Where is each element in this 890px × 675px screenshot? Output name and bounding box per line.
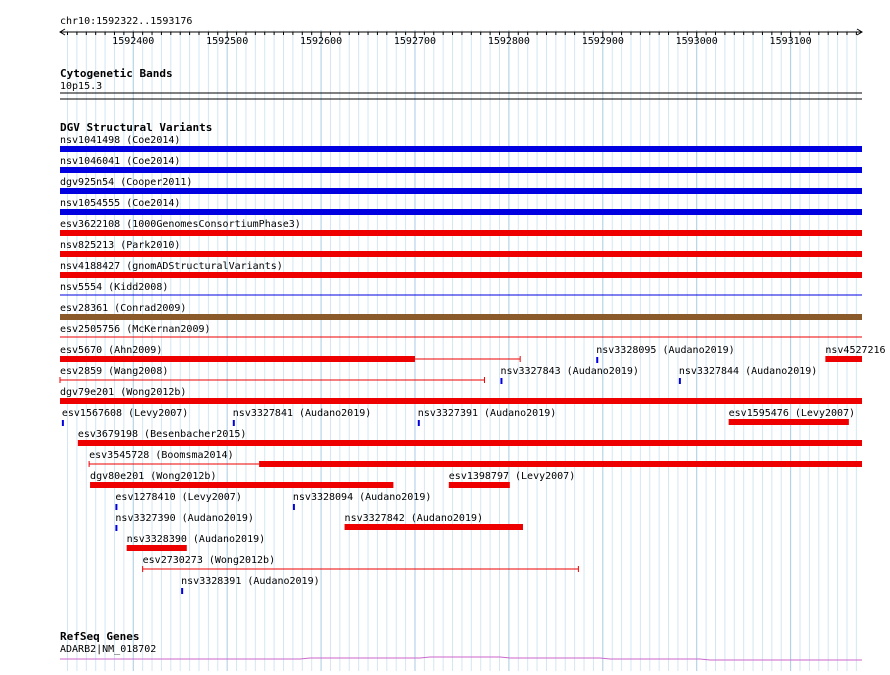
feature-tick[interactable] xyxy=(233,420,235,426)
feature-label[interactable]: nsv3328095 (Audano2019) xyxy=(596,345,735,356)
feature-bar[interactable] xyxy=(90,482,393,488)
feature-tick[interactable] xyxy=(115,504,117,510)
feature-label[interactable]: esv5670 (Ahn2009) xyxy=(60,345,163,356)
feature-label[interactable]: nsv1054555 (Coe2014) xyxy=(60,198,181,209)
feature-tick[interactable] xyxy=(418,420,420,426)
feature-label[interactable]: esv3545728 (Boomsma2014) xyxy=(89,450,234,461)
feature-label[interactable]: esv1567608 (Levy2007) xyxy=(61,408,189,419)
feature-bar[interactable] xyxy=(60,146,862,152)
feature-tick[interactable] xyxy=(596,357,598,363)
feature-bar[interactable] xyxy=(60,167,862,173)
feature-label[interactable]: dgv80e201 (Wong2012b) xyxy=(90,471,217,482)
feature-bar[interactable] xyxy=(60,230,862,236)
feature-label[interactable]: nsv3328094 (Audano2019) xyxy=(292,492,432,503)
dgv-track-title: DGV Structural Variants xyxy=(60,121,213,134)
feature-label[interactable]: dgv79e201 (Wong2012b) xyxy=(60,387,187,398)
refseq-gene-label[interactable]: ADARB2|NM_018702 xyxy=(60,644,157,655)
feature-label[interactable]: nsv825213 (Park2010) xyxy=(60,240,181,251)
feature-bar[interactable] xyxy=(449,482,510,488)
feature-label[interactable]: esv1398797 (Levy2007) xyxy=(448,471,576,482)
feature-tick[interactable] xyxy=(500,378,502,384)
feature-tick[interactable] xyxy=(115,525,117,531)
feature-label[interactable]: nsv3327844 (Audano2019) xyxy=(678,366,818,377)
ruler-tick-label: 1592700 xyxy=(393,36,437,47)
feature-bar[interactable] xyxy=(60,398,862,404)
feature-bar[interactable] xyxy=(259,461,862,467)
feature-bar[interactable] xyxy=(60,314,862,320)
feature-tick[interactable] xyxy=(679,378,681,384)
feature-bar[interactable] xyxy=(60,356,415,362)
feature-label[interactable]: nsv3327390 (Audano2019) xyxy=(115,513,254,524)
feature-label[interactable]: nsv3327842 (Audano2019) xyxy=(344,513,484,524)
feature-bar[interactable] xyxy=(729,419,849,425)
feature-bar[interactable] xyxy=(345,524,523,530)
feature-bar[interactable] xyxy=(825,356,862,362)
feature-label[interactable]: nsv3327841 (Audano2019) xyxy=(232,408,372,419)
cytoband-label[interactable]: 10p15.3 xyxy=(60,81,103,92)
ruler-tick-label: 1592600 xyxy=(299,36,343,47)
feature-tick[interactable] xyxy=(62,420,64,426)
refseq-track-title: RefSeq Genes xyxy=(60,630,140,643)
dgv-features xyxy=(60,135,886,594)
feature-label[interactable]: nsv3327843 (Audano2019) xyxy=(500,366,639,377)
ruler-tick-label: 1592500 xyxy=(206,36,249,47)
feature-label[interactable]: nsv1041498 (Coe2014) xyxy=(60,135,181,146)
feature-label[interactable]: nsv4527216 xyxy=(825,345,886,356)
feature-bar[interactable] xyxy=(60,209,862,215)
ruler-tick-label: 1592800 xyxy=(487,36,530,47)
feature-label[interactable]: esv28361 (Conrad2009) xyxy=(60,303,187,314)
feature-label[interactable]: dgv925n54 (Cooper2011) xyxy=(60,177,193,188)
feature-label[interactable]: esv2505756 (McKernan2009) xyxy=(60,324,211,335)
cytoband-track-title: Cytogenetic Bands xyxy=(60,67,173,80)
ruler-tick-label: 1592400 xyxy=(112,36,155,47)
feature-bar[interactable] xyxy=(127,545,187,551)
feature-label[interactable]: nsv5554 (Kidd2008) xyxy=(60,282,169,293)
ruler-tick-label: 1592900 xyxy=(581,36,624,47)
ruler-tick-label: 1593000 xyxy=(675,36,718,47)
feature-label[interactable]: esv3622108 (1000GenomesConsortiumPhase3) xyxy=(60,219,301,230)
feature-label[interactable]: esv2730273 (Wong2012b) xyxy=(142,555,276,566)
feature-label[interactable]: esv2859 (Wang2008) xyxy=(60,366,169,377)
feature-tick[interactable] xyxy=(293,504,295,510)
feature-label[interactable]: nsv4188427 (gnomADStructuralVariants) xyxy=(60,261,283,272)
ruler-tick-label: 1593100 xyxy=(769,36,812,47)
feature-label[interactable]: esv1595476 (Levy2007) xyxy=(728,408,856,419)
feature-bar[interactable] xyxy=(60,272,862,278)
feature-bar[interactable] xyxy=(78,440,862,446)
feature-label[interactable]: nsv1046041 (Coe2014) xyxy=(60,156,181,167)
feature-label[interactable]: nsv3328391 (Audano2019) xyxy=(181,576,320,587)
location-label: chr10:1592322..1593176 xyxy=(60,16,193,27)
feature-label[interactable]: nsv3328390 (Audano2019) xyxy=(126,534,266,545)
feature-bar[interactable] xyxy=(60,251,862,257)
feature-label[interactable]: nsv3327391 (Audano2019) xyxy=(417,408,557,419)
feature-label[interactable]: esv3679198 (Besenbacher2015) xyxy=(77,429,247,440)
feature-label[interactable]: esv1278410 (Levy2007) xyxy=(115,492,242,503)
feature-tick[interactable] xyxy=(181,588,183,594)
feature-bar[interactable] xyxy=(60,188,862,194)
